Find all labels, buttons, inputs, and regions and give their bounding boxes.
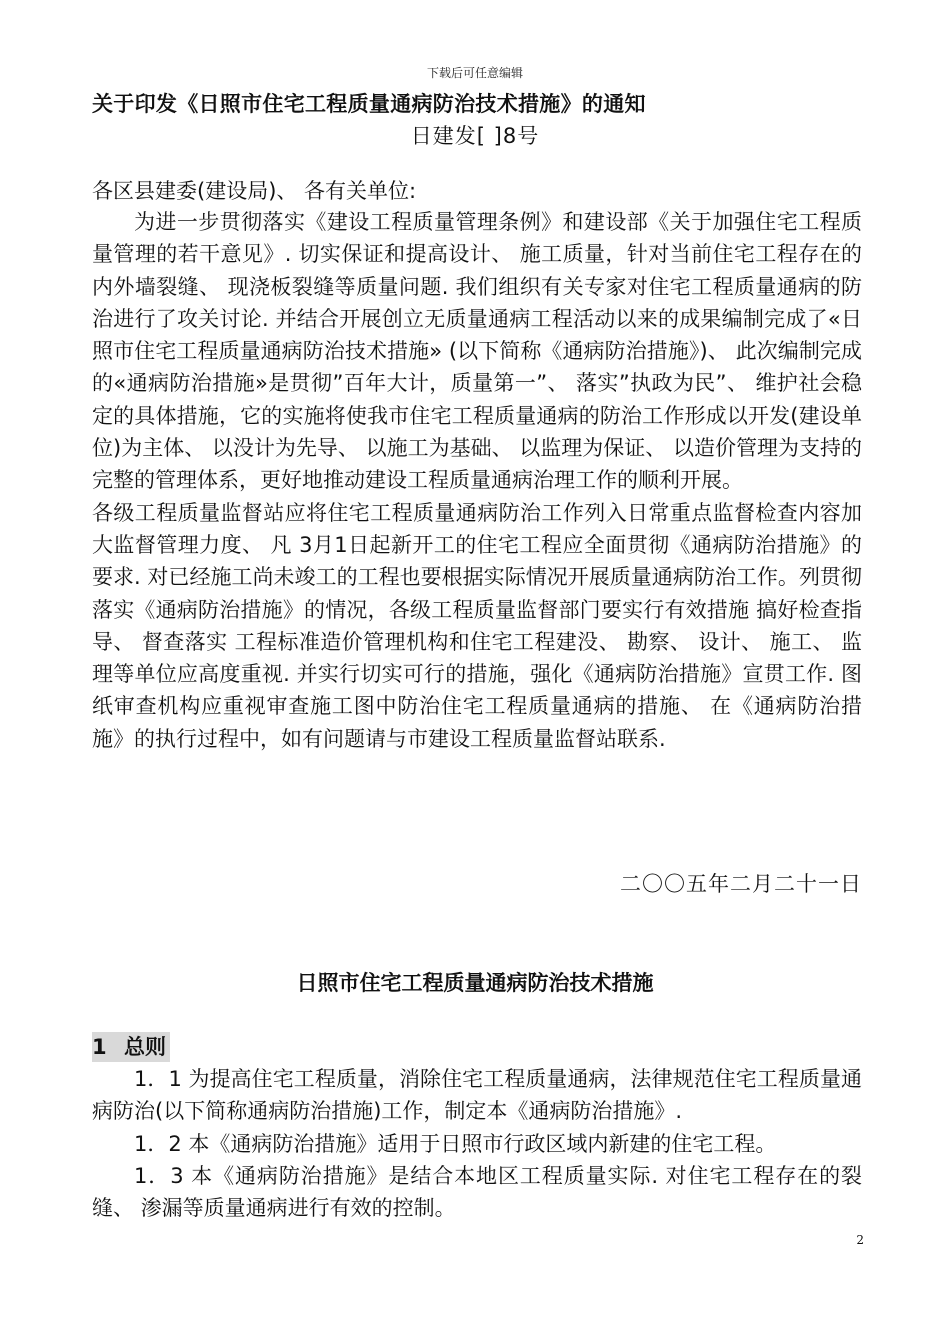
notice-title: 关于印发《日照市住宅工程质量通病防治技术措施》的通知 bbox=[92, 92, 646, 116]
clause-1-3: 1．3 本《通病防治措施》是结合本地区工程质量实际. 对住宅工程存在的裂缝、 渗漏等质量通病进行有效的控制。 bbox=[92, 1163, 862, 1221]
page-number: 2 bbox=[856, 1233, 864, 1247]
clause-1-2: 1．2 本《通病防治措施》适用于日照市行政区域内新建的住宅工程。 bbox=[134, 1131, 777, 1156]
section-number: 1 bbox=[92, 1035, 107, 1059]
clause-1-1: 1．1 为提高住宅工程质量，消除住宅工程质量通病，法律规范住宅工程质量通病防治(以下简称通病防治措施)工作，制定本《通病防治措施》. bbox=[92, 1067, 862, 1124]
notice-date: 二〇〇五年二月二十一日 bbox=[620, 872, 862, 896]
header-note: 下载后可任意编辑 bbox=[426, 66, 523, 80]
section-title: 总则 bbox=[124, 1035, 166, 1059]
notice-paragraph-2: 各级工程质量监督站应将住宅工程质量通病防治工作列入日常重点监督检查内容加大监督管理力度、 凡 3月1日起新开工的住宅工程应全面贯彻《通病防治措施》的要求. 对已经施工尚未竣工的工程也要根据实际情况开展质量通病防治工作。列贯彻落实《通病防治措施》的情况，各级工程质量监督部门要实行有效措施 搞好检查指导、 督查落实 工程标准造价管理机构和住宅工程建没、 勘察、 设计、 施工、 监理等单位应高度重视. 并实行切实可行的措施，强化《通病防治措施》宣贯工作. 图纸审查机构应重视审查施工图中防治住宅工程质量通病的措施、 在《通病防治措施》的执行过程中，如有问题请与市建设工程质量监督站联系. bbox=[92, 500, 862, 751]
document-title: 日照市住宅工程质量通病防治技术措施 bbox=[296, 971, 654, 995]
document-number: 日建发[ ]8号 bbox=[410, 124, 540, 148]
clauses bbox=[92, 1063, 862, 1224]
notice-paragraph-1: 为进一步贯彻落实《建设工程质量管理条例》和建设部《关于加强住宅工程质量管理的若干意见》. 切实保证和提高设计、 施工质量，针对当前住宅工程存在的内外墙裂缝、 现浇板裂缝等质量问题. 我们组织有关专家对住宅工程质量通病的防治进行了攻关讨论. 并结合开展创立无质量通病工程活动以来的成果编制完成了«日照市住宅工程质量通病防治技术措施» (以下简称《通病防治措施》)、 此次编制完成的«通病防治措施»是贯彻”百年大计，质量第一”、 落实”执政为民”、 维护社会稳定的具体措施，它的实施将使我市住宅工程质量通病的防治工作形成以开发(建设单位)为主体、 以没计为先导、 以施工为基础、 以监理为保证、 以造价管理为支持的完整的管理体系，更好地推动建设工程质量通病治理工作的顺利开展。 bbox=[92, 210, 862, 493]
notice-body bbox=[92, 206, 862, 755]
salutation: 各区县建委(建设局)、 各有关单位: bbox=[92, 179, 417, 203]
section-heading bbox=[92, 1032, 170, 1062]
